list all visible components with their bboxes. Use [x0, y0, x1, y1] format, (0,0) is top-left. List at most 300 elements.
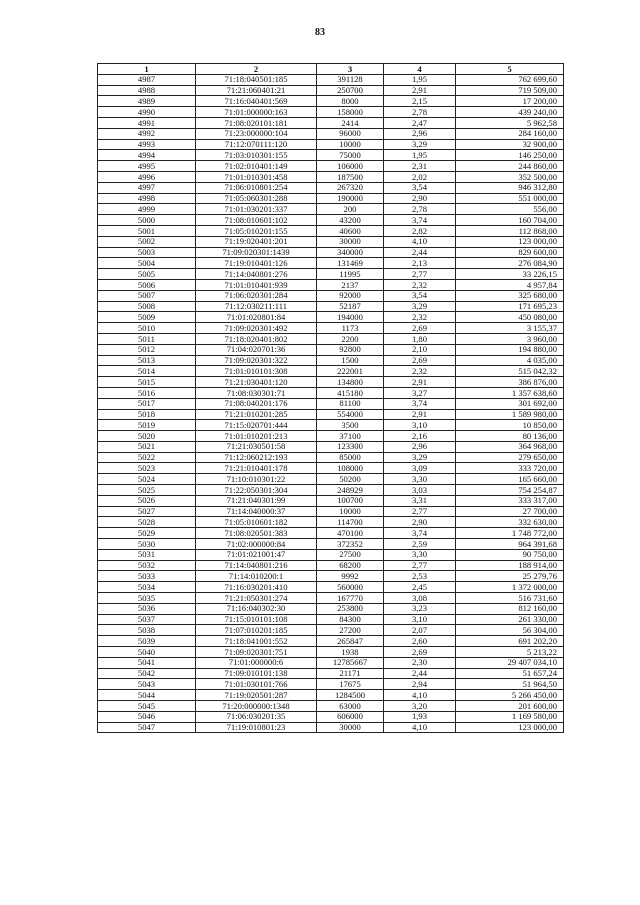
table-row: [98, 150, 564, 161]
column-header-3: 3: [317, 64, 384, 75]
cadastral-number-cell: 71:09:010101:138: [196, 668, 317, 679]
table-row: [98, 366, 564, 377]
amount-cell: 762 699,60: [456, 74, 564, 85]
table-row: [98, 571, 564, 582]
row-number-cell: 5037: [98, 614, 196, 625]
rate-cell: 2,07: [384, 625, 456, 636]
rate-cell: 2,32: [384, 366, 456, 377]
row-number-cell: 5000: [98, 215, 196, 226]
rate-cell: 2,90: [384, 517, 456, 528]
table-row: [98, 517, 564, 528]
row-number-cell: 5035: [98, 593, 196, 604]
area-cell: 391128: [317, 74, 384, 85]
area-cell: 40600: [317, 225, 384, 236]
rate-cell: 4,10: [384, 722, 456, 733]
rate-cell: 3,74: [384, 398, 456, 409]
area-cell: 8000: [317, 96, 384, 107]
row-number-cell: 5007: [98, 290, 196, 301]
row-number-cell: 5044: [98, 690, 196, 701]
table-row: [98, 474, 564, 485]
area-cell: 340000: [317, 247, 384, 258]
table-row: [98, 323, 564, 334]
rate-cell: 2,47: [384, 117, 456, 128]
row-number-cell: 4993: [98, 139, 196, 150]
table-row: [98, 668, 564, 679]
area-cell: 75000: [317, 150, 384, 161]
rate-cell: 3,10: [384, 614, 456, 625]
cadastral-number-cell: 71:22:050301:304: [196, 485, 317, 496]
rate-cell: 2,78: [384, 107, 456, 118]
amount-cell: 29 407 034,10: [456, 657, 564, 668]
area-cell: 222001: [317, 366, 384, 377]
row-number-cell: 5018: [98, 409, 196, 420]
row-number-cell: 4995: [98, 161, 196, 172]
row-number-cell: 5005: [98, 269, 196, 280]
table-row: [98, 387, 564, 398]
amount-cell: 17 200,00: [456, 96, 564, 107]
row-number-cell: 4994: [98, 150, 196, 161]
cadastral-number-cell: 71:09:020301:322: [196, 355, 317, 366]
cadastral-number-cell: 71:01:010101:308: [196, 366, 317, 377]
area-cell: 92800: [317, 344, 384, 355]
table-row: [98, 193, 564, 204]
table-row: [98, 377, 564, 388]
rate-cell: 3,54: [384, 290, 456, 301]
rate-cell: 2,96: [384, 441, 456, 452]
rate-cell: 2,59: [384, 539, 456, 550]
cadastral-number-cell: 71:08:040201:176: [196, 398, 317, 409]
amount-cell: 439 240,00: [456, 107, 564, 118]
amount-cell: 450 080,00: [456, 312, 564, 323]
table-row: [98, 139, 564, 150]
table-row: [98, 495, 564, 506]
row-number-cell: 4998: [98, 193, 196, 204]
table-row: [98, 247, 564, 258]
amount-cell: 25 279,76: [456, 571, 564, 582]
table-row: [98, 452, 564, 463]
amount-cell: 33 226,15: [456, 269, 564, 280]
table-row: [98, 625, 564, 636]
row-number-cell: 4988: [98, 85, 196, 96]
cadastral-number-cell: 71:09:020301:1439: [196, 247, 317, 258]
area-cell: 81100: [317, 398, 384, 409]
area-cell: 470100: [317, 528, 384, 539]
amount-cell: 10 850,00: [456, 420, 564, 431]
amount-cell: 1 357 638,60: [456, 387, 564, 398]
amount-cell: 946 312,80: [456, 182, 564, 193]
area-cell: 2200: [317, 333, 384, 344]
row-number-cell: 4992: [98, 128, 196, 139]
cadastral-number-cell: 71:19:020501:287: [196, 690, 317, 701]
table-row: [98, 593, 564, 604]
table-row: [98, 128, 564, 139]
row-number-cell: 5011: [98, 333, 196, 344]
area-cell: 187500: [317, 171, 384, 182]
table-header-row: [98, 64, 564, 75]
rate-cell: 2,13: [384, 258, 456, 269]
amount-cell: 5 962,58: [456, 117, 564, 128]
rate-cell: 2,30: [384, 657, 456, 668]
cadastral-number-cell: 71:01:020801:84: [196, 312, 317, 323]
table-row: [98, 279, 564, 290]
rate-cell: 3,08: [384, 593, 456, 604]
cadastral-number-cell: 71:01:010401:939: [196, 279, 317, 290]
row-number-cell: 5038: [98, 625, 196, 636]
row-number-cell: 5015: [98, 377, 196, 388]
rate-cell: 4,10: [384, 690, 456, 701]
cadastral-number-cell: 71:05:010201:155: [196, 225, 317, 236]
area-cell: 10000: [317, 506, 384, 517]
area-cell: 30000: [317, 236, 384, 247]
row-number-cell: 5003: [98, 247, 196, 258]
row-number-cell: 5012: [98, 344, 196, 355]
row-number-cell: 5040: [98, 647, 196, 658]
table-row: [98, 301, 564, 312]
cadastral-number-cell: 71:08:030301:71: [196, 387, 317, 398]
table-row: [98, 409, 564, 420]
table-row: [98, 701, 564, 712]
rate-cell: 3,20: [384, 701, 456, 712]
rate-cell: 2,44: [384, 668, 456, 679]
area-cell: 84300: [317, 614, 384, 625]
area-cell: 68200: [317, 560, 384, 571]
cadastral-number-cell: 71:07:010201:185: [196, 625, 317, 636]
rate-cell: 2,60: [384, 636, 456, 647]
area-cell: 85000: [317, 452, 384, 463]
rate-cell: 2,10: [384, 344, 456, 355]
cadastral-number-cell: 71:01:030201:337: [196, 204, 317, 215]
table-row: [98, 603, 564, 614]
row-number-cell: 5023: [98, 463, 196, 474]
cadastral-number-cell: 71:01:010201:213: [196, 431, 317, 442]
amount-cell: 4 957,84: [456, 279, 564, 290]
table-row: [98, 560, 564, 571]
rate-cell: 3,74: [384, 215, 456, 226]
area-cell: 43200: [317, 215, 384, 226]
cadastral-number-cell: 71:12:060212:193: [196, 452, 317, 463]
row-number-cell: 5033: [98, 571, 196, 582]
row-number-cell: 5002: [98, 236, 196, 247]
amount-cell: 123 000,00: [456, 236, 564, 247]
table-row: [98, 225, 564, 236]
cadastral-number-cell: 71:19:010401:126: [196, 258, 317, 269]
rate-cell: 2,32: [384, 312, 456, 323]
cadastral-number-cell: 71:09:020301:751: [196, 647, 317, 658]
area-cell: 194000: [317, 312, 384, 323]
cadastral-number-cell: 71:21:050301:274: [196, 593, 317, 604]
cadastral-number-cell: 71:21:040301:99: [196, 495, 317, 506]
table-row: [98, 485, 564, 496]
rate-cell: 2,96: [384, 128, 456, 139]
amount-cell: 51 657,24: [456, 668, 564, 679]
table-row: [98, 582, 564, 593]
rate-cell: 2,82: [384, 225, 456, 236]
rate-cell: 2,77: [384, 506, 456, 517]
row-number-cell: 5006: [98, 279, 196, 290]
area-cell: 554000: [317, 409, 384, 420]
data-table: [97, 63, 564, 733]
table-row: [98, 657, 564, 668]
column-header-5: 5: [456, 64, 564, 75]
table-row: [98, 420, 564, 431]
amount-cell: 146 250,00: [456, 150, 564, 161]
table-row: [98, 171, 564, 182]
table-row: [98, 539, 564, 550]
amount-cell: 90 750,00: [456, 549, 564, 560]
amount-cell: 333 317,00: [456, 495, 564, 506]
area-cell: 27500: [317, 549, 384, 560]
area-cell: 11995: [317, 269, 384, 280]
area-cell: 21171: [317, 668, 384, 679]
amount-cell: 516 731,60: [456, 593, 564, 604]
amount-cell: 1 372 000,00: [456, 582, 564, 593]
amount-cell: 56 304,00: [456, 625, 564, 636]
cadastral-number-cell: 71:15:020701:444: [196, 420, 317, 431]
cadastral-number-cell: 71:06:010801:254: [196, 182, 317, 193]
cadastral-number-cell: 71:08:020101:181: [196, 117, 317, 128]
row-number-cell: 5029: [98, 528, 196, 539]
rate-cell: 3,09: [384, 463, 456, 474]
amount-cell: 165 660,00: [456, 474, 564, 485]
rate-cell: 2,77: [384, 269, 456, 280]
amount-cell: 5 266 450,00: [456, 690, 564, 701]
area-cell: 1173: [317, 323, 384, 334]
cadastral-number-cell: 71:18:020401:802: [196, 333, 317, 344]
row-number-cell: 5034: [98, 582, 196, 593]
area-cell: 63000: [317, 701, 384, 712]
table-row: [98, 312, 564, 323]
row-number-cell: 5042: [98, 668, 196, 679]
rate-cell: 3,27: [384, 387, 456, 398]
rate-cell: 2,90: [384, 193, 456, 204]
amount-cell: 829 600,00: [456, 247, 564, 258]
rate-cell: 2,91: [384, 377, 456, 388]
amount-cell: 515 042,32: [456, 366, 564, 377]
table-row: [98, 355, 564, 366]
table-row: [98, 236, 564, 247]
table-row: [98, 431, 564, 442]
area-cell: 114700: [317, 517, 384, 528]
rate-cell: 2,16: [384, 431, 456, 442]
amount-cell: 80 136,00: [456, 431, 564, 442]
amount-cell: 1 589 980,00: [456, 409, 564, 420]
row-number-cell: 4987: [98, 74, 196, 85]
rate-cell: 2,69: [384, 323, 456, 334]
row-number-cell: 5036: [98, 603, 196, 614]
table-row: [98, 74, 564, 85]
amount-cell: 244 860,00: [456, 161, 564, 172]
area-cell: 2414: [317, 117, 384, 128]
row-number-cell: 5047: [98, 722, 196, 733]
amount-cell: 1 748 772,00: [456, 528, 564, 539]
cadastral-number-cell: 71:21:010201:285: [196, 409, 317, 420]
rate-cell: 2,45: [384, 582, 456, 593]
area-cell: 50200: [317, 474, 384, 485]
cadastral-number-cell: 71:15:010101:108: [196, 614, 317, 625]
area-cell: 52187: [317, 301, 384, 312]
cadastral-number-cell: 71:12:070111:120: [196, 139, 317, 150]
amount-cell: 325 680,00: [456, 290, 564, 301]
rate-cell: 2,15: [384, 96, 456, 107]
amount-cell: 556,00: [456, 204, 564, 215]
row-number-cell: 5032: [98, 560, 196, 571]
cadastral-number-cell: 71:18:040501:185: [196, 74, 317, 85]
table-row: [98, 117, 564, 128]
row-number-cell: 4999: [98, 204, 196, 215]
row-number-cell: 4991: [98, 117, 196, 128]
rate-cell: 3,10: [384, 420, 456, 431]
row-number-cell: 5027: [98, 506, 196, 517]
rate-cell: 2,69: [384, 647, 456, 658]
rate-cell: 2,77: [384, 560, 456, 571]
row-number-cell: 5020: [98, 431, 196, 442]
row-number-cell: 5026: [98, 495, 196, 506]
area-cell: 106000: [317, 161, 384, 172]
cadastral-number-cell: 71:06:020301:284: [196, 290, 317, 301]
table-row: [98, 107, 564, 118]
area-cell: 167770: [317, 593, 384, 604]
cadastral-number-cell: 71:05:010601:182: [196, 517, 317, 528]
row-number-cell: 5004: [98, 258, 196, 269]
table-row: [98, 161, 564, 172]
row-number-cell: 5030: [98, 539, 196, 550]
row-number-cell: 4996: [98, 171, 196, 182]
amount-cell: 964 391,68: [456, 539, 564, 550]
amount-cell: 719 509,00: [456, 85, 564, 96]
area-cell: 190000: [317, 193, 384, 204]
amount-cell: 51 964,50: [456, 679, 564, 690]
amount-cell: 194 880,00: [456, 344, 564, 355]
rate-cell: 4,10: [384, 236, 456, 247]
row-number-cell: 4989: [98, 96, 196, 107]
area-cell: 1938: [317, 647, 384, 658]
rate-cell: 3,54: [384, 182, 456, 193]
cadastral-number-cell: 71:14:040801:276: [196, 269, 317, 280]
rate-cell: 1,93: [384, 711, 456, 722]
area-cell: 1284500: [317, 690, 384, 701]
cadastral-number-cell: 71:01:000000:163: [196, 107, 317, 118]
amount-cell: 201 600,00: [456, 701, 564, 712]
area-cell: 1500: [317, 355, 384, 366]
area-cell: 30000: [317, 722, 384, 733]
amount-cell: 279 650,00: [456, 452, 564, 463]
column-header-1: 1: [98, 64, 196, 75]
area-cell: 96000: [317, 128, 384, 139]
rate-cell: 1,95: [384, 74, 456, 85]
table-row: [98, 441, 564, 452]
cadastral-number-cell: 71:21:030501:58: [196, 441, 317, 452]
area-cell: 27200: [317, 625, 384, 636]
row-number-cell: 5043: [98, 679, 196, 690]
table-row: [98, 333, 564, 344]
table-row: [98, 690, 564, 701]
row-number-cell: 5010: [98, 323, 196, 334]
row-number-cell: 5009: [98, 312, 196, 323]
cadastral-number-cell: 71:08:020501:383: [196, 528, 317, 539]
row-number-cell: 5041: [98, 657, 196, 668]
rate-cell: 3,30: [384, 549, 456, 560]
cadastral-number-cell: 71:19:010801:23: [196, 722, 317, 733]
rate-cell: 3,30: [384, 474, 456, 485]
row-number-cell: 4990: [98, 107, 196, 118]
amount-cell: 27 700,00: [456, 506, 564, 517]
rate-cell: 2,78: [384, 204, 456, 215]
area-cell: 250700: [317, 85, 384, 96]
amount-cell: 284 160,00: [456, 128, 564, 139]
area-cell: 606000: [317, 711, 384, 722]
table-row: [98, 182, 564, 193]
table-row: [98, 711, 564, 722]
row-number-cell: 5016: [98, 387, 196, 398]
area-cell: 108000: [317, 463, 384, 474]
rate-cell: 3,23: [384, 603, 456, 614]
amount-cell: 188 914,00: [456, 560, 564, 571]
cadastral-number-cell: 71:23:000000:104: [196, 128, 317, 139]
amount-cell: 812 160,00: [456, 603, 564, 614]
area-cell: 17675: [317, 679, 384, 690]
row-number-cell: 5008: [98, 301, 196, 312]
row-number-cell: 5046: [98, 711, 196, 722]
table-row: [98, 549, 564, 560]
page-number: 83: [315, 27, 325, 38]
cadastral-number-cell: 71:21:010401:178: [196, 463, 317, 474]
cadastral-number-cell: 71:14:010200:1: [196, 571, 317, 582]
row-number-cell: 5028: [98, 517, 196, 528]
table-row: [98, 215, 564, 226]
cadastral-number-cell: 71:06:030201:35: [196, 711, 317, 722]
rate-cell: 3,29: [384, 139, 456, 150]
area-cell: 3500: [317, 420, 384, 431]
area-cell: 12785667: [317, 657, 384, 668]
area-cell: 134800: [317, 377, 384, 388]
area-cell: 2137: [317, 279, 384, 290]
cadastral-number-cell: 71:02:010401:149: [196, 161, 317, 172]
table-row: [98, 506, 564, 517]
cadastral-number-cell: 71:01:030101:766: [196, 679, 317, 690]
rate-cell: 3,03: [384, 485, 456, 496]
amount-cell: 332 630,00: [456, 517, 564, 528]
table-body: [98, 74, 564, 733]
cadastral-number-cell: 71:21:030401:120: [196, 377, 317, 388]
amount-cell: 691 202,20: [456, 636, 564, 647]
table-row: [98, 528, 564, 539]
cadastral-number-cell: 71:02:000000:84: [196, 539, 317, 550]
rate-cell: 2,53: [384, 571, 456, 582]
table-row: [98, 290, 564, 301]
cadastral-number-cell: 71:01:021001:47: [196, 549, 317, 560]
cadastral-number-cell: 71:12:030211:111: [196, 301, 317, 312]
amount-cell: 301 692,00: [456, 398, 564, 409]
rate-cell: 2,31: [384, 161, 456, 172]
cadastral-number-cell: 71:20:000000:1348: [196, 701, 317, 712]
area-cell: 131469: [317, 258, 384, 269]
area-cell: 253800: [317, 603, 384, 614]
table-row: [98, 636, 564, 647]
rate-cell: 2,02: [384, 171, 456, 182]
cadastral-number-cell: 71:21:060401:21: [196, 85, 317, 96]
cadastral-number-cell: 71:04:020701:36: [196, 344, 317, 355]
area-cell: 123300: [317, 441, 384, 452]
cadastral-number-cell: 71:16:040302:30: [196, 603, 317, 614]
cadastral-number-cell: 71:03:010301:155: [196, 150, 317, 161]
amount-cell: 364 968,00: [456, 441, 564, 452]
cadastral-number-cell: 71:14:040801:216: [196, 560, 317, 571]
table-row: [98, 722, 564, 733]
cadastral-number-cell: 71:01:000000:6: [196, 657, 317, 668]
area-cell: 200: [317, 204, 384, 215]
row-number-cell: 5001: [98, 225, 196, 236]
rate-cell: 1,95: [384, 150, 456, 161]
